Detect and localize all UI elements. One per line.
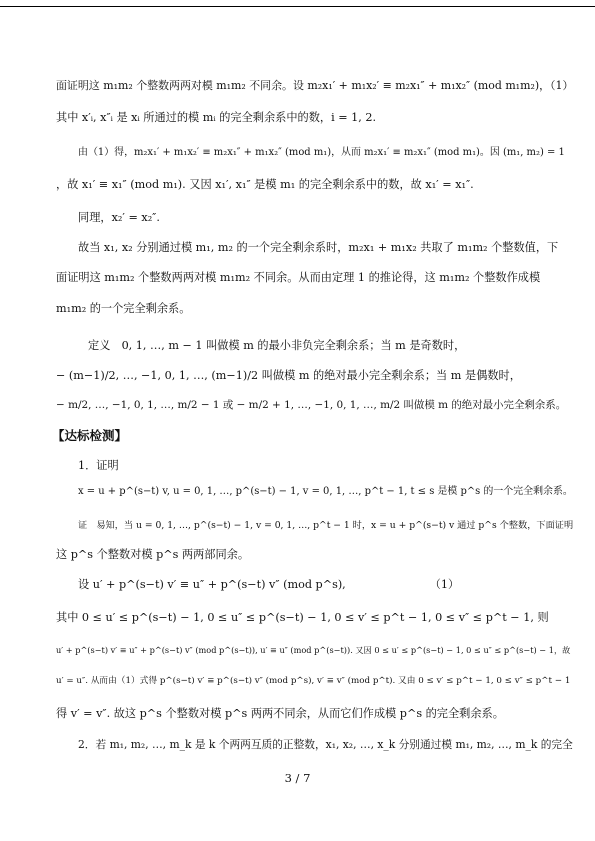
top-rule [0,6,595,7]
text-line: m₁m₂ 的一个完全剩余系。 [56,302,191,315]
definition-line: − m/2, …, −1, 0, 1, …, m/2 − 1 或 − m/2 + 1, …, −1, 0, 1, …, m/2 叫做模 m 的绝对最小完全剩余系。 [56,399,567,411]
text-line: x = u + p^(s−t) v, u = 0, 1, …, p^(s−t) − 1, v = 0, 1, …, p^t − 1, t ≤ s 是模 p^s 的一个完全剩余系。 [78,486,573,497]
text-line: 面证明这 m₁m₂ 个整数两两对模 m₁m₂ 不同余。从而由定理 1 的推论得，这 m₁m₂ 个整数作成模 [56,271,541,284]
definition-line: − (m−1)/2, …, −1, 0, 1, …, (m−1)/2 叫做模 m 的绝对最小完全剩余系；当 m 是偶数时， [56,369,521,382]
text-line: 由（1）得，m₂x₁′ + m₁x₂′ ≡ m₂x₁″ + m₁x₂″ (mod m₁)，从而 m₂x₁′ ≡ m₂x₁″ (mod m₁)。因 (m₁, m₂) = 1 [78,147,565,158]
proof-line: 其中 0 ≤ u′ ≤ p^(s−t) − 1, 0 ≤ u″ ≤ p^(s−t) − 1, 0 ≤ v′ ≤ p^t − 1, 0 ≤ v″ ≤ p^t − 1, 则 [56,611,549,624]
text-line: ，故 x₁′ ≡ x₁″ (mod m₁). 又因 x₁′, x₁″ 是模 m₁ 的完全剩余系中的数，故 x₁′ = x₁″. [56,178,474,191]
proof-line: 这 p^s 个整数对模 p^s 两两部同余。 [56,548,250,561]
text-line: 故当 x₁, x₂ 分别通过模 m₁, m₂ 的一个完全剩余系时，m₂x₁ + m₁x₂ 共取了 m₁m₂ 个整数值，下 [78,241,559,254]
text-line: 同理，x₂′ = x₂″. [78,211,160,224]
text-line: 其中 x′ᵢ, x″ᵢ 是 xᵢ 所通过的模 mᵢ 的完全剩余系中的数，i = 1, 2. [56,111,377,124]
proof-line: 设 u′ + p^(s−t) v′ ≡ u″ + p^(s−t) v″ (mod p^s), （1） [78,578,460,591]
definition-line: 定义 0, 1, …, m − 1 叫做模 m 的最小非负完全剩余系；当 m 是奇数时， [88,339,466,352]
exercise-title: 1．证明 [78,459,119,472]
proof-line: 得 v′ = v″. 故这 p^s 个整数对模 p^s 两两不同余，从而它们作成模 p^s 的完全剩余系。 [56,707,504,720]
proof-line: u′ = u″. 从而由（1）式得 p^(s−t) v′ ≡ p^(s−t) v″ (mod p^s), v′ ≡ v″ (mod p^t). 又由 0 ≤ v′ ≤ p^t − 1, 0 ≤ v″ ≤ p^t − 1 [56,676,571,686]
text-line: 面证明这 m₁m₂ 个整数两两对模 m₁m₂ 不同余。设 m₂x₁′ + m₁x₂′ ≡ m₂x₁″ + m₁x₂″ (mod m₁m₂)，（1） [56,79,574,92]
proof-line: u′ + p^(s−t) v′ ≡ u″ + p^(s−t) v″ (mod p^(s−t)), u′ ≡ u″ (mod p^(s−t)). 又因 0 ≤ u′ ≤ p^(s−t) − 1, 0 ≤ u″ ≤ p^(s−t) − 1，故 [56,645,571,655]
exercise-title: 2．若 m₁, m₂, …, m_k 是 k 个两两互质的正整数，x₁, x₂, …, x_k 分别通过模 m₁, m₂, …, m_k 的完全 [78,738,573,751]
page-number: 3 / 7 [284,771,311,785]
section-heading: 【达标检测】 [52,428,128,443]
proof-line: 证 易知，当 u = 0, 1, …, p^(s−t) − 1, v = 0, 1, …, p^t − 1 时，x = u + p^(s−t) v 通过 p^s 个整数，下面证明 [78,520,574,531]
